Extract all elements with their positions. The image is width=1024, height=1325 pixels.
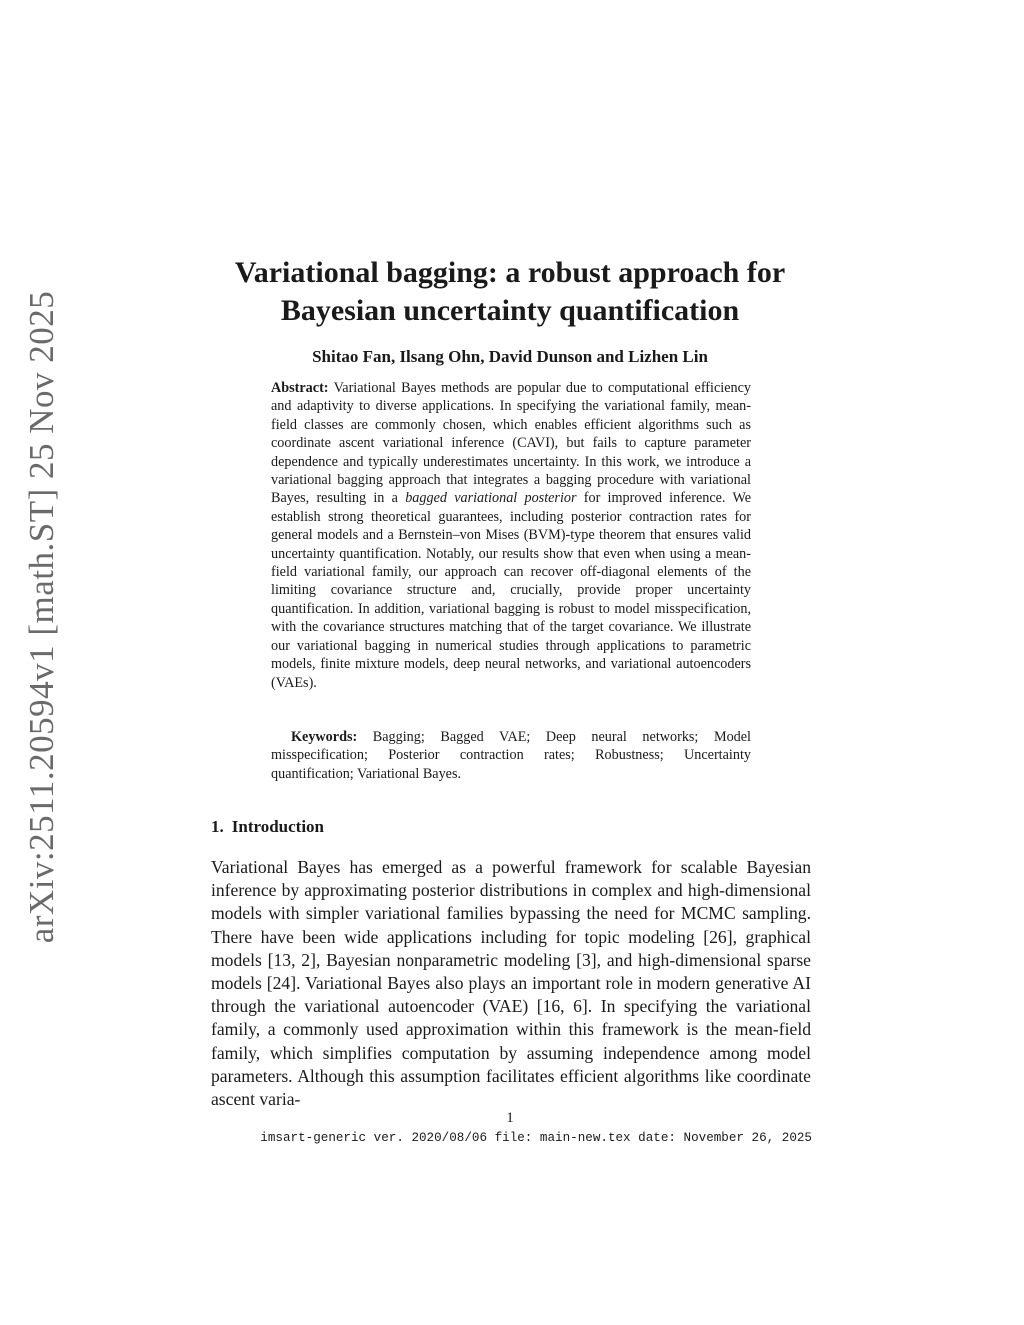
page-number: 1 [506,1110,514,1126]
introduction-body: Variational Bayes has emerged as a powerful framework for scalable Bayesian inference by approximating posterior distributions in complex and high-dimensional models with simpler variational families bypassing the need for MCMC sampling. There have been wide applications including for topic modeling [26], graphical models [13, 2], Bayesian nonparametric modeling [3], and high-dimensional sparse models [24]. Variational Bayes also plays an important role in modern generative AI through the variational autoencoder (VAE) [16, 6]. In specifying the variational family, a commonly used approximation within this framework is the mean-field family, which simplifies computation by assuming independence among model parameters. Although this assumption facilitates efficient algorithms like coordinate ascent varia- [211,857,811,1110]
author-list: Shitao Fan, Ilsang Ohn, David Dunson and Lizhen Lin [312,347,708,366]
paper-title: Variational bagging: a robust approach for Bayesian uncertainty quantification [234,256,786,327]
abstract-text-part1: Variational Bayes methods are popular due to computational efficiency and adaptivity to diverse applications. In specifying the variational family, mean-field classes are commonly chosen, which enables efficient algorithms such as coordinate ascent variational inference (CAVI), but fails to capture parameter dependence and typically underestimates uncertainty. In this work, we introduce a variational bagging approach that integrates a bagging procedure with variational Bayes, resulting in a [271,380,751,507]
page-footer: imsart-generic ver. 2020/08/06 file: main-new.tex date: November 26, 2025 [260,1131,812,1145]
keywords-text: Bagging; Bagged VAE; Deep neural networks; Model misspecification; Posterior contraction rates; Robustness; Uncertainty quantification; Variational Bayes. [271,729,751,782]
section-heading [211,816,324,838]
section-number: 1. [211,817,224,836]
abstract [271,379,751,692]
abstract-emphasis: bagged variational posterior [405,490,577,507]
arxiv-identifier: arXiv:2511.20594v1 [math.ST] 25 Nov 2025 [22,290,61,944]
section-title: Introduction [231,817,325,836]
keywords [271,728,751,783]
arxiv-sidebar [0,0,84,1325]
keywords-label: Keywords: [291,729,358,745]
abstract-label: Abstract: [271,380,329,396]
abstract-text-part2: for improved inference. We establish strong theoretical guarantees, including posterior contraction rates for general models and a Bernstein–von Mises (BVM)-type theorem that ensures valid uncertainty quantification. Notably, our results show that even when using a mean-field variational family, our approach can recover off-diagonal elements of the limiting covariance structure and, crucially, provide proper uncertainty quantification. In addition, variational bagging is robust to model misspecification, with the covariance structures matching that of the target covariance. We illustrate our variational bagging in numerical studies through applications to parametric models, finite mixture models, deep neural networks, and variational autoencoders (VAEs). [271,490,752,691]
